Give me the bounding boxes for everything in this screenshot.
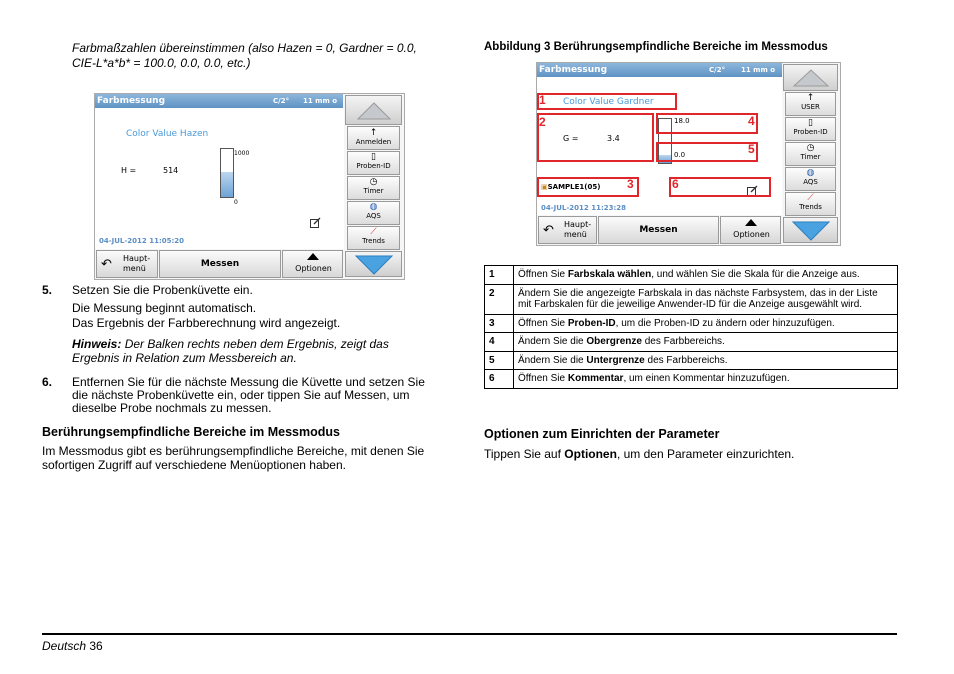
trends-chart-icon: ⟋ [370, 227, 377, 237]
sample-id-button[interactable] [347, 151, 400, 175]
measure-button-2[interactable]: Messen [598, 216, 719, 244]
range-max: 1000 [234, 150, 250, 157]
trends-label: Trends [362, 237, 385, 245]
upper-limit[interactable]: 18.0 [674, 117, 690, 125]
callout-box-4 [656, 113, 758, 134]
user-label: USER [801, 103, 820, 111]
aqs-label: AQS [366, 212, 381, 220]
section-line-2: sofortigen Zugriff auf verschiedene Menüoptionen haben. [42, 458, 346, 472]
scroll-down-button-2[interactable] [783, 217, 838, 243]
callout-number-6: 6 [672, 177, 679, 191]
legend-text-pre: Öffnen Sie [518, 269, 568, 280]
legend-text-post: des Farbbereichs. [641, 336, 725, 347]
hint-line-2: Ergebnis in Relation zum Messbereich an. [72, 351, 297, 365]
callout-number-5: 5 [748, 142, 755, 156]
screen2-config: C/2° [709, 66, 726, 74]
screen2-path: 11 mm o [741, 66, 776, 74]
hint-label: Hinweis: [72, 337, 122, 351]
main-menu-label-2: Haupt- menü [564, 220, 592, 239]
sample-vial-icon-2: ▯ [808, 118, 813, 128]
range-min: 0 [234, 199, 238, 206]
sample-id-label-2: Proben-ID [793, 128, 828, 136]
scroll-up-button-2[interactable] [783, 64, 838, 91]
options-caret-icon [307, 253, 319, 260]
figure-caption: Abbildung 3 Berührungsempfindliche Bereiche im Messmodus [484, 41, 828, 53]
legend-row [485, 351, 898, 370]
login-button[interactable] [347, 126, 400, 150]
comment-icon[interactable] [310, 213, 320, 223]
legend-text-bold: Proben-ID [567, 317, 616, 329]
scroll-up-button[interactable] [345, 95, 402, 125]
range-bar [220, 148, 234, 198]
legend-text-post: , um die Proben-ID zu ändern oder hinzuzufügen. [615, 317, 835, 329]
login-label: Anmelden [355, 138, 392, 146]
step6-line-1: Entfernen Sie für die nächste Messung die Küvette und setzen Sie [72, 375, 425, 389]
callout-box-6 [669, 177, 771, 197]
timer-button-2[interactable] [785, 142, 836, 166]
legend-text-bold: Untergrenze [586, 354, 645, 366]
legend-text-post: , um einen Kommentar hinzuzufügen. [623, 373, 790, 384]
options-label-2: Optionen [733, 230, 770, 239]
range-bar-fill [221, 172, 233, 197]
legend-description [514, 370, 898, 389]
callout-legend-table [484, 265, 898, 389]
measurement-area[interactable] [95, 108, 344, 249]
home-return-icon: ↶ [101, 257, 112, 272]
legend-row [485, 333, 898, 352]
legend-text-pre: Ändern Sie die angezeigte Farbskala in das nächste Farbsystem, das in der Liste mit Farbskalen für die jeweilige Anwender-ID für die Anzeige ausgewählt wird. [518, 287, 878, 310]
options-text [484, 447, 794, 461]
options-label: Optionen [295, 264, 332, 273]
aqs-globe-icon: ◍ [369, 202, 378, 212]
legend-description [514, 351, 898, 370]
legend-number: 6 [485, 370, 514, 389]
legend-description [514, 266, 898, 285]
callout-number-1: 1 [539, 93, 546, 107]
sample-id-button-2[interactable] [785, 117, 836, 141]
footer-page-number: 36 [89, 639, 103, 653]
legend-row [485, 284, 898, 314]
legend-description [514, 284, 898, 314]
step5-result-1: Die Messung beginnt automatisch. [72, 301, 257, 315]
trends-label-2: Trends [799, 203, 822, 211]
step6-number: 6. [42, 375, 53, 389]
aqs-button[interactable] [347, 201, 400, 225]
callout-box-2 [537, 113, 654, 162]
callout-box-5 [656, 142, 758, 162]
legend-text-pre: Öffnen Sie [518, 373, 568, 384]
screen-config: C/2° [273, 97, 290, 105]
step5-text: Setzen Sie die Probenküvette ein. [72, 283, 253, 297]
legend-description [514, 314, 898, 333]
login-arrow-icon: ↑ [369, 128, 378, 138]
sample-tag-icon: ▣ [541, 183, 548, 191]
aqs-label-2: AQS [803, 178, 818, 186]
aqs-button-2[interactable] [785, 167, 836, 191]
legend-number: 2 [485, 284, 514, 314]
legend-text-bold: Farbskala wählen [567, 269, 652, 280]
aqs-globe-icon-2: ◍ [806, 168, 815, 178]
main-menu-button[interactable] [96, 250, 158, 278]
trends-button[interactable] [347, 226, 400, 250]
screen2-title: Farbmessung [539, 65, 608, 75]
timer-label: Timer [363, 187, 384, 195]
legend-text-pre: Öffnen Sie [518, 317, 568, 329]
main-menu-button-2[interactable] [538, 216, 597, 244]
step6-line-2: die nächste Probenküvette ein, oder tippen Sie auf Messen, um [72, 388, 410, 402]
legend-number: 1 [485, 266, 514, 285]
timestamp-2: 04-JUL-2012 11:23:28 [541, 204, 627, 212]
result-value-2: 3.4 [607, 134, 620, 143]
options-heading: Optionen zum Einrichten der Parameter [484, 427, 720, 441]
options-caret-icon-2 [745, 219, 757, 226]
options-button[interactable] [282, 250, 343, 278]
screen2-title-bar [537, 63, 782, 77]
user-button[interactable] [785, 92, 836, 116]
callout-box-1 [537, 93, 677, 110]
legend-description [514, 333, 898, 352]
timer-label-2: Timer [800, 153, 821, 161]
screen-title: Farbmessung [97, 96, 166, 106]
legend-text-bold: Kommentar [567, 373, 624, 384]
parameter-label-2[interactable]: Color Value Gardner [563, 97, 654, 107]
legend-number: 4 [485, 333, 514, 352]
hint-line-1 [72, 337, 389, 351]
step5-number: 5. [42, 283, 53, 297]
footer-language: Deutsch [42, 639, 87, 653]
callout-number-4: 4 [748, 114, 755, 128]
screen-path: 11 mm o [303, 97, 338, 105]
lower-limit[interactable]: 0.0 [674, 151, 686, 159]
step6-line-3: dieselbe Probe nochmals zu messen. [72, 401, 272, 415]
user-arrow-icon: ↑ [806, 93, 815, 103]
trends-button-2[interactable] [785, 192, 836, 216]
options-button-2[interactable] [720, 216, 781, 244]
legend-text-post: des Farbbereichs. [644, 354, 728, 366]
options-text-bold: Optionen [564, 447, 617, 461]
section-line-1: Im Messmodus gibt es berührungsempfindliche Bereiche, mit denen Sie [42, 444, 425, 458]
device-screen-hazen [94, 93, 405, 280]
timer-button[interactable] [347, 176, 400, 200]
intro-line-1: Farbmaßzahlen übereinstimmen (also Hazen = 0, Gardner = 0.0, [72, 41, 417, 55]
screen-title-bar [95, 94, 343, 108]
result-param: H = [121, 166, 137, 175]
sample-id-value: SAMPLE1(05) [547, 183, 601, 191]
result-value: 514 [163, 166, 179, 175]
legend-text-pre: Ändern Sie die [518, 354, 587, 366]
timestamp: 04-JUL-2012 11:05:20 [99, 237, 185, 245]
sample-id-label: Proben-ID [356, 162, 391, 170]
footer-rule [42, 633, 897, 635]
legend-body [485, 266, 898, 389]
legend-number: 3 [485, 314, 514, 333]
legend-text-bold: Obergrenze [586, 336, 642, 347]
callout-box-3 [537, 177, 639, 197]
options-text-post: , um den Parameter einzurichten. [616, 447, 795, 461]
timer-clock-icon: ◷ [369, 177, 378, 187]
footer [42, 639, 103, 653]
sample-vial-icon: ▯ [371, 152, 376, 162]
legend-text-pre: Ändern Sie die [518, 336, 587, 347]
main-menu-label: Haupt- menü [123, 254, 151, 273]
home-return-icon-2: ↶ [543, 223, 554, 238]
callout-number-3: 3 [627, 177, 634, 191]
section-heading: Berührungsempfindliche Bereiche im Messmodus [42, 425, 340, 439]
legend-row [485, 370, 898, 389]
trends-chart-icon-2: ⟋ [807, 193, 814, 203]
timer-clock-icon-2: ◷ [806, 143, 815, 153]
scroll-down-button[interactable] [345, 251, 402, 277]
parameter-label[interactable]: Color Value Hazen [126, 129, 209, 139]
hint-text-1: Der Balken rechts neben dem Ergebnis, zeigt das [124, 337, 389, 351]
measure-button[interactable]: Messen [159, 250, 281, 278]
intro-line-2: CIE-L*a*b* = 100.0, 0.0, 0.0, etc.) [72, 56, 251, 70]
result-param-2: G = [563, 134, 579, 143]
legend-text-post: , und wählen Sie die Skala für die Anzeige aus. [651, 269, 860, 280]
legend-row [485, 266, 898, 285]
options-text-pre: Tippen Sie auf [484, 447, 565, 461]
legend-row [485, 314, 898, 333]
step5-result-2: Das Ergebnis der Farbberechnung wird angezeigt. [72, 316, 341, 330]
callout-number-2: 2 [539, 115, 546, 129]
legend-number: 5 [485, 351, 514, 370]
